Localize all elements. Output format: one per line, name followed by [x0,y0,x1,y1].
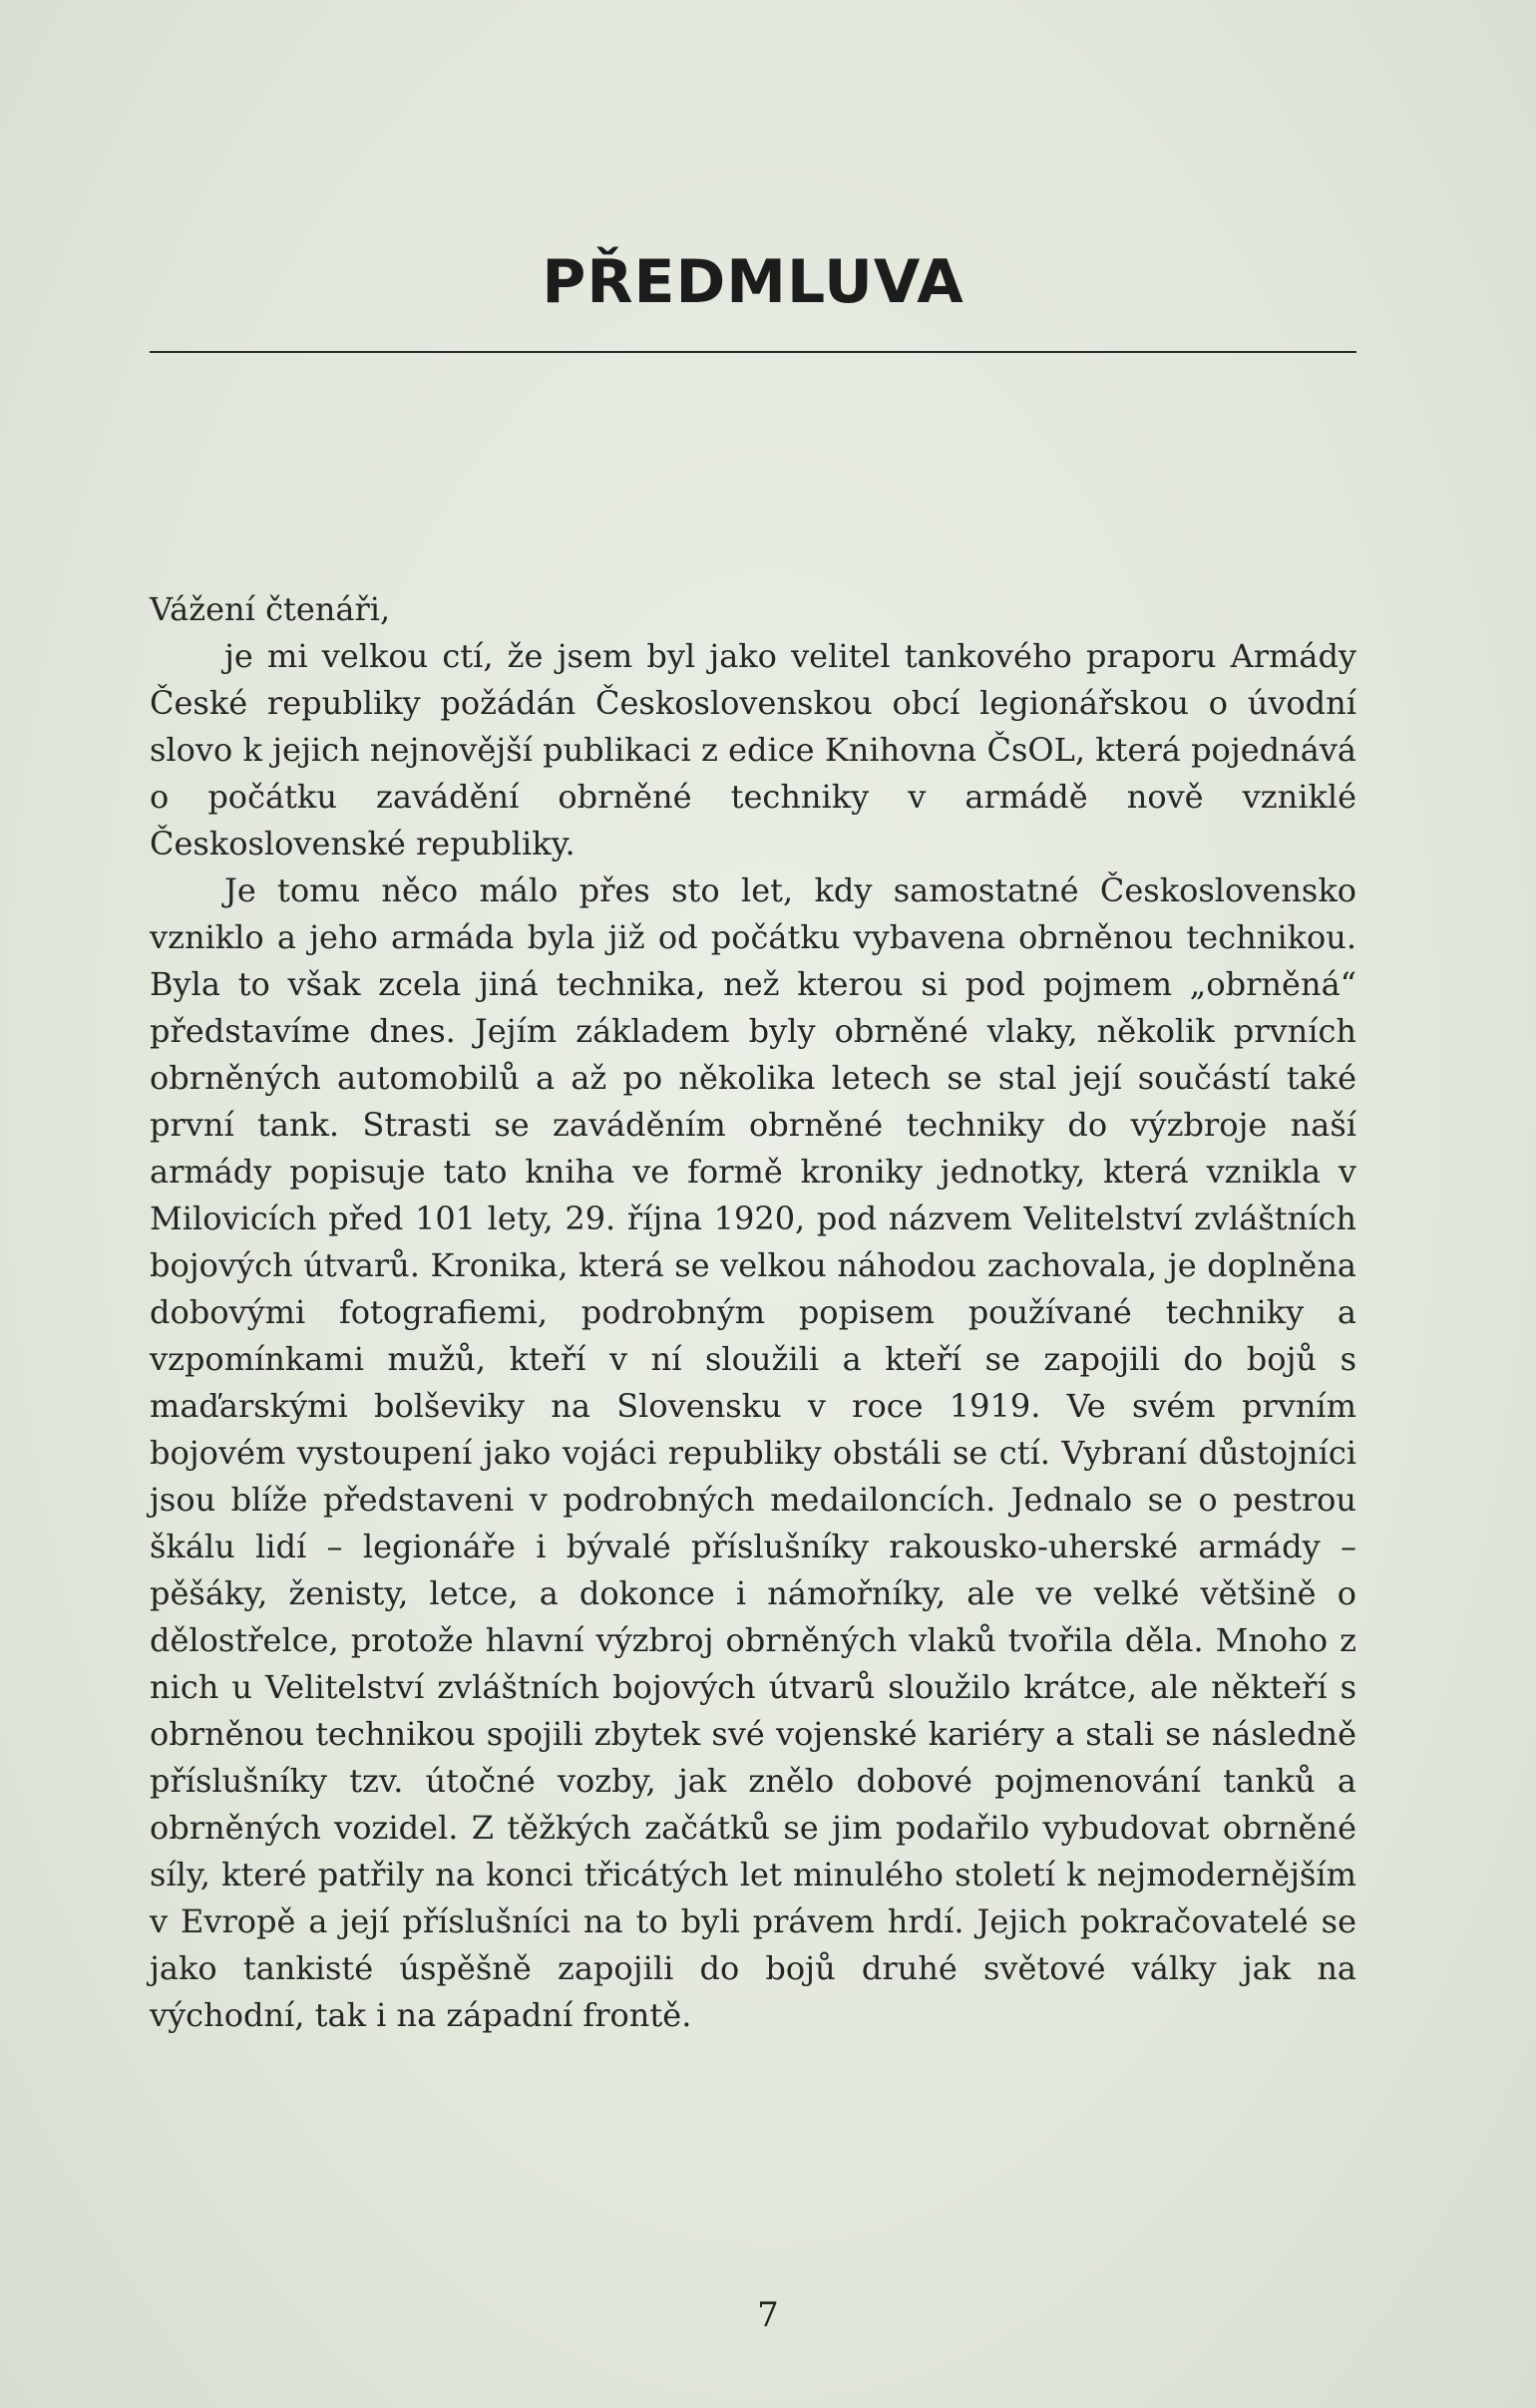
paragraph-1: je mi velkou ctí, že jsem byl jako velitel tankového praporu Armády České republiky požádán Československou obcí legionářskou o úvodní slovo k jejich nejnovější publikaci z edice Knihovna ČsOL, která pojednává o počátku zavádění obrněné techniky v armádě nově vzniklé Československé republiky. [150,637,1356,862]
body-text [150,586,1356,2039]
page-number: 7 [757,2295,779,2335]
heading-rule [150,351,1356,353]
chapter-heading: PŘEDMLUVA [542,247,964,317]
salutation: Vážení čtenáři, [150,590,391,628]
paragraph-2: Je tomu něco málo přes sto let, kdy samostatné Československo vzniklo a jeho armáda byla již od počátku vybavena obrněnou technikou. Byla to však zcela jiná technika, než kterou si pod pojmem „obrněná“ představíme dnes. Jejím základem byly obrněné vlaky, několik prvních obrněných automobilů a až po několika letech se stal její součástí také první tank. Strasti se zaváděním obrněné techniky do výzbroje naší armády popisuje tato kniha ve formě kroniky jednotky, která vznikla v Milovicích před 101 lety, 29. října 1920, pod názvem Velitelství zvláštních bojových útvarů. Kronika, která se velkou náhodou zachovala, je doplněna dobovými fotografiemi, podrobným popisem používané techniky a vzpomínkami mužů, kteří v ní sloužili a kteří se zapojili do bojů s maďarskými bolševiky na Slovensku v roce 1919. Ve svém prvním bojovém vystoupení jako vojáci republiky obstáli se ctí. Vybraní důstojníci jsou blíže představeni v podrobných medailoncích. Jednalo se o pestrou škálu lidí – legionáře i bývalé příslušníky rakousko-uherské armády – pěšáky, ženisty, letce, a dokonce i námořníky, ale ve velké většině o dělostřelce, protože hlavní výzbroj obrněných vlaků tvořila děla. Mnoho z nich u Velitelství zvláštních bojových útvarů sloužilo krátce, ale někteří s obrněnou technikou spojili zbytek své vojenské kariéry a stali se následně příslušníky tzv. útočné vozby, jak znělo dobové pojmenování tanků a obrněných vozidel. Z těžkých začátků se jim podařilo vybudovat obrněné síly, které patřily na konci třicátých let minulého století k nejmodernějším v Evropě a její příslušníci na to byli právem hrdí. Jejich pokračovatelé se jako tankisté úspěšně zapojili do bojů druhé světové války jak na východní, tak i na západní frontě. [150,871,1356,2034]
